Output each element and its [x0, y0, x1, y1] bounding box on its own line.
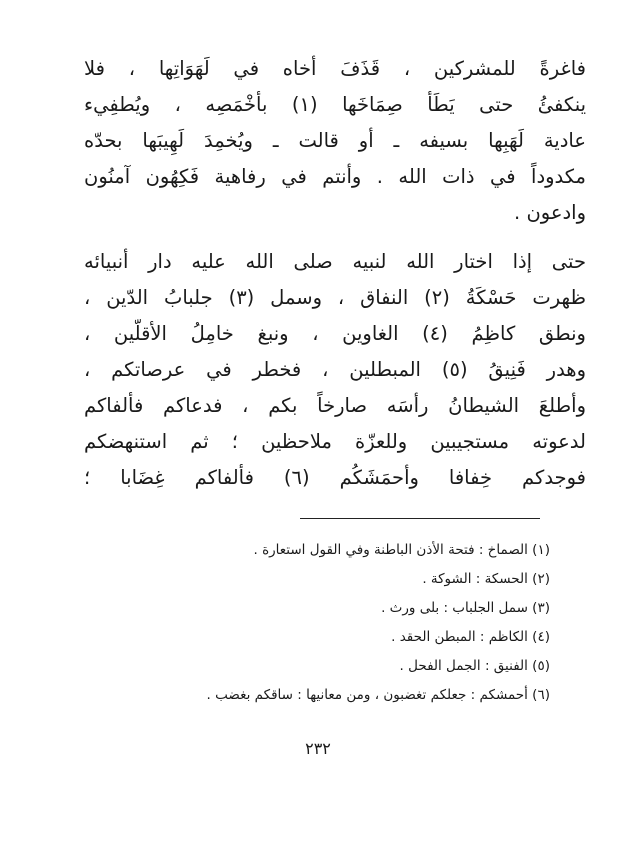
footnote-line: (٢) الحسكة : الشوكة .: [422, 571, 550, 587]
body-line: وهدر فَنِيقُ (٥) المبطلين ، فخطر في عرصاتكم ،: [84, 358, 586, 381]
footnote-line: (٤) الكاظم : المبطن الحقد .: [391, 629, 550, 645]
footnote-line: (٦) أحمشكم : جعلكم تغضبون ، ومن معانيها : ساقكم بغضب .: [206, 687, 550, 703]
footnote-line: (٣) سمل الجلباب : بلى ورث .: [381, 600, 550, 616]
body-line: ونطق كاظِمُ (٤) الغاوين ، ونبغ خامِلُ الأقلّين ،: [84, 322, 586, 345]
body-line: وادعون .: [514, 201, 586, 224]
page-number: ٢٣٢: [305, 739, 331, 758]
body-line: فاغرةً للمشركين ، قَذَفَ أخاه في لَهَوَاتِها ، فلا: [84, 57, 586, 80]
body-line: فوجدكم خِفافا وأحمَشَكُم (٦) فألفاكم غِضَابا ؛: [84, 466, 586, 489]
body-line: حتى إذا اختار الله لنبيه صلى الله عليه دار أنبيائه: [84, 250, 586, 273]
body-line: ينكفئُ حتى يَطَأَ صِمَاخَها (١) بأخْمَصِه ، ويُطفِيء: [84, 93, 586, 116]
footnote-line: (١) الصماخ : فتحة الأذن الباطنة وفي القول استعارة .: [253, 542, 550, 558]
footnote-line: (٥) الفنيق : الجمل الفحل .: [399, 658, 550, 674]
body-line: وأطلعَ الشيطانُ رأسَه صارخاً بكم ، فدعاكم فألفاكم: [84, 394, 586, 417]
body-line: مكدوداً في ذات الله . وأنتم في رفاهية فَكِهُون آمنُون: [84, 165, 586, 188]
body-line: لدعوته مستجيبين وللعزّة ملاحظين ؛ ثم استنهضكم: [84, 430, 586, 453]
body-line: عادية لَهَبِها بسيفه ـ أو قالت ـ ويُخمِدَ لَهِيبَها بحدّه: [84, 129, 586, 152]
body-line: ظهرت حَسْكَةُ (٢) النفاق ، وسمل (٣) جلبابُ الدّين ،: [84, 286, 586, 309]
footnote-divider: [300, 518, 540, 519]
